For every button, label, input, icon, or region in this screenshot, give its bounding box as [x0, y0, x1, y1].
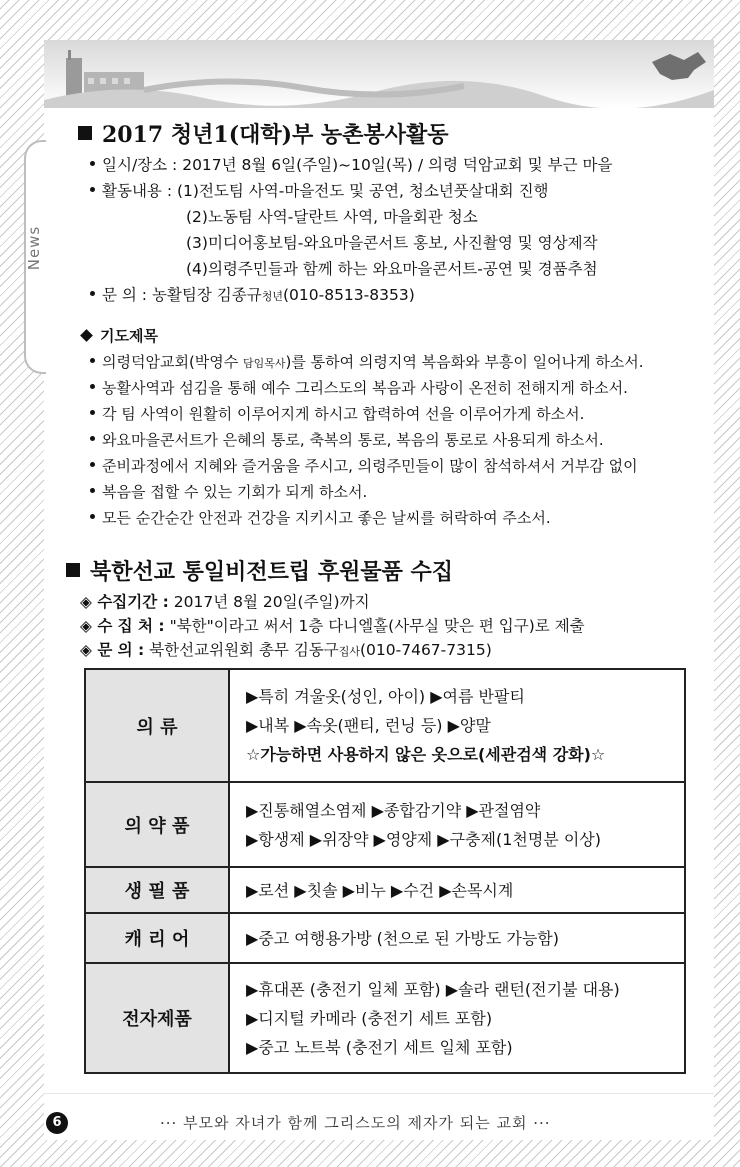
prayer-text: 농활사역과 섬김을 통해 예수 그리스도의 복음과 사랑이 온전히 전해지게 하소서. [102, 379, 628, 397]
contact-label: ◈ 문 의 : [80, 641, 145, 659]
detail-line: ▶로션 ▶칫솔 ▶비누 ▶수건 ▶손목시계 [246, 880, 514, 900]
prayer-item [90, 351, 644, 372]
detail-line: ▶진통해열소염제 ▶종합감기약 ▶관절염약 [246, 800, 541, 820]
table-row [85, 782, 685, 867]
info-text: (1)전도팀 사역-마을전도 및 공연, 청소년풋살대회 진행 [176, 182, 549, 200]
dot-bullet-icon [90, 291, 95, 296]
dot-bullet-icon [90, 187, 95, 192]
section1-title [78, 118, 448, 149]
prayer-text: 의령덕암교회(박영수 [102, 353, 244, 371]
contact-phone: (010-7467-7315) [360, 641, 492, 659]
info-text: 2017년 8월 6일(주일)~10일(목) / 의령 덕암교회 및 부근 마을 [182, 156, 613, 174]
dot-bullet-icon [90, 436, 95, 441]
collection-period [80, 590, 370, 612]
prayer-item [90, 455, 638, 476]
dot-bullet-icon [90, 488, 95, 493]
table-row [85, 963, 685, 1073]
details-cell [229, 963, 685, 1073]
dot-bullet-icon [90, 462, 95, 467]
dot-bullet-icon [90, 410, 95, 415]
contact-title: 청년 [261, 290, 283, 303]
page-number: 6 [46, 1112, 68, 1134]
square-bullet-icon [66, 563, 80, 577]
detail-line: ▶휴대폰 (충전기 일체 포함) ▶솔라 랜턴(전기불 대용) [246, 979, 620, 999]
prayer-item [90, 403, 584, 424]
period-text: 2017년 8월 20일(주일)까지 [173, 593, 370, 611]
category-cell: 의 약 품 [85, 782, 229, 867]
prayer-text: 복음을 접할 수 있는 기회가 되게 하소서. [102, 483, 368, 501]
detail-line: ▶디지털 카메라 (충전기 세트 포함) [246, 1008, 493, 1028]
footer-motto: ··· 부모와 자녀가 함께 그리스도의 제자가 되는 교회 ··· [160, 1114, 551, 1132]
diamond-bullet-icon [80, 329, 93, 342]
contact-text: 북한선교위원회 총무 김동구 [149, 641, 339, 659]
prayer-text: 준비과정에서 지혜와 즐거움을 주시고, 의령주민들이 많이 참석하셔서 거부감 없이 [102, 457, 638, 475]
detail-line: ▶중고 노트북 (충전기 세트 일체 포함) [246, 1037, 513, 1057]
dot-bullet-icon [90, 514, 95, 519]
details-cell [229, 913, 685, 963]
info-row-date [90, 153, 612, 175]
table-row [85, 913, 685, 963]
category-cell: 생 필 품 [85, 867, 229, 913]
detail-line: ☆가능하면 사용하지 않은 옷으로(세관검색 강화)☆ [246, 745, 606, 764]
detail-line: ▶중고 여행용가방 (천으로 된 가방도 가능함) [246, 928, 559, 948]
prayer-text-small: 담임목사 [243, 357, 286, 370]
contact-name: 농활팀장 김종규 [151, 286, 262, 304]
detail-line: ▶내복 ▶속옷(팬티, 런닝 등) ▶양말 [246, 716, 491, 735]
prayer-heading [82, 325, 158, 346]
dot-bullet-icon [90, 384, 95, 389]
period-label: ◈ 수집기간 : [80, 593, 169, 611]
prayer-item [90, 429, 604, 450]
info-row-contact [90, 283, 415, 305]
news-side-label: News [25, 225, 43, 271]
table-row [85, 867, 685, 913]
section1-title-text: 2017 청년1(대학)부 농촌봉사활동 [102, 122, 449, 148]
detail-line: ▶특히 겨울옷(성인, 아이) ▶여름 반팔티 [246, 687, 525, 706]
dot-bullet-icon [90, 161, 95, 166]
contact-small: 집사 [338, 645, 360, 658]
section2-title [66, 555, 453, 586]
donation-items-table [84, 668, 686, 1074]
collection-contact [80, 638, 492, 660]
info-row-activity-4: (4)의령주민들과 함께 하는 와요마을콘서트-공연 및 경품추첨 [186, 260, 598, 278]
details-cell [229, 669, 685, 782]
info-row-activity-3: (3)미디어홍보팀-와요마을콘서트 홍보, 사진촬영 및 영상제작 [186, 234, 598, 252]
category-cell: 캐 리 어 [85, 913, 229, 963]
prayer-item [90, 377, 628, 398]
contact-phone: (010-8513-8353) [282, 286, 415, 304]
category-cell: 전자제품 [85, 963, 229, 1073]
category-cell: 의 류 [85, 669, 229, 782]
detail-line: ▶항생제 ▶위장약 ▶영양제 ▶구충제(1천명분 이상) [246, 829, 601, 849]
banner-illustration-icon [44, 40, 714, 108]
section2-title-text: 북한선교 통일비전트립 후원물품 수집 [90, 559, 454, 585]
details-cell [229, 782, 685, 867]
place-label: ◈ 수 집 처 : [80, 617, 165, 635]
header-banner [44, 40, 714, 108]
prayer-text-post: )를 통하여 의령지역 복음화와 부흥이 일어나게 하소서. [285, 353, 644, 371]
info-label: 문 의 : [102, 286, 148, 304]
table-row [85, 669, 685, 782]
details-cell [229, 867, 685, 913]
footer-divider [44, 1093, 714, 1094]
prayer-text: 모든 순간순간 안전과 건강을 지키시고 좋은 날씨를 허락하여 주소서. [102, 509, 551, 527]
info-label: 활동내용 : [102, 182, 173, 200]
prayer-text: 각 팀 사역이 원활히 이루어지게 하시고 합력하여 선을 이루어가게 하소서. [102, 405, 585, 423]
info-row-activity-2: (2)노동팀 사역-달란트 사역, 마을회관 청소 [186, 208, 478, 226]
info-label: 일시/장소 : [102, 156, 178, 174]
square-bullet-icon [78, 126, 92, 140]
prayer-heading-text: 기도제목 [100, 327, 158, 345]
prayer-item [90, 481, 367, 502]
prayer-item [90, 507, 551, 528]
place-text: "북한"이라고 써서 1층 다니엘홀(사무실 맞은 편 입구)로 제출 [169, 617, 585, 635]
prayer-text: 와요마을콘서트가 은혜의 통로, 축복의 통로, 복음의 통로로 사용되게 하소서. [102, 431, 604, 449]
dot-bullet-icon [90, 358, 95, 363]
collection-place [80, 614, 585, 636]
info-row-activity [90, 179, 549, 201]
